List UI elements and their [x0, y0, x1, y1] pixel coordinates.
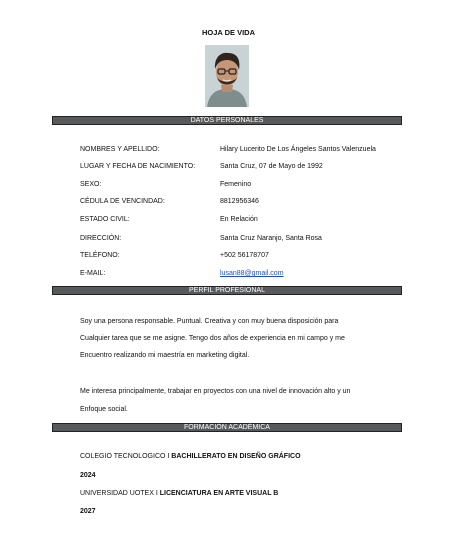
label-civil-status: ESTADO CIVIL: [80, 216, 130, 223]
value-address: Santa Cruz Naranjo, Santa Rosa [220, 235, 322, 242]
label-full-name: NOMBRES Y APELLIDO: [80, 146, 160, 153]
education-school: COLEGIO TECNOLOGICO I [80, 453, 172, 460]
section-header-profile: PERFIL PROFESIONAL [52, 286, 402, 295]
value-id: 8812956346 [220, 198, 259, 205]
value-birth: Santa Cruz, 07 de Mayo de 1992 [220, 163, 323, 170]
label-birth: LUGAR Y FECHA DE NACIMIENTO: [80, 163, 196, 170]
education-school: UNIVERSIDAD UOTEX I [80, 490, 160, 497]
label-sex: SEXO: [80, 181, 102, 188]
label-address: DIRECCIÓN: [80, 235, 122, 242]
value-full-name: Hilary Lucerito De Los Ángeles Santos Valenzuela [220, 146, 376, 153]
profile-line: Soy una persona responsable. Puntual. Creativa y con muy buena disposición para [80, 318, 339, 325]
person-portrait-icon [205, 45, 249, 107]
value-phone: +502 56178707 [220, 252, 269, 259]
education-entry-1 [80, 452, 301, 461]
education-degree: BACHILLERATO EN DISEÑO GRÁFICO [171, 453, 301, 460]
profile-photo [205, 45, 249, 107]
profile-line: Me interesa principalmente, trabajar en proyectos con una nivel de innovación alto y un [80, 388, 351, 395]
education-year: 2024 [80, 472, 96, 479]
document-title: HOJA DE VIDA [201, 28, 256, 37]
education-entry-2 [80, 489, 278, 498]
section-header-education: FORMACIÓN ACADÉMICA [52, 423, 402, 432]
label-email: E-MAIL: [80, 270, 106, 277]
value-civil-status: En Relación [220, 216, 258, 223]
label-id: CÉDULA DE VENCINDAD: [80, 198, 165, 205]
profile-line: Enfoque social. [80, 406, 128, 413]
email-link[interactable]: lusan88@gmail.com [220, 270, 284, 277]
profile-line: Encuentro realizando mi maestría en marketing digital. [80, 352, 250, 359]
education-degree: LICENCIATURA EN ARTE VISUAL B [159, 490, 279, 497]
value-sex: Femenino [220, 181, 252, 188]
education-year: 2027 [80, 508, 96, 515]
label-phone: TELÉFONO: [80, 252, 120, 259]
profile-line: Cualquier tarea que se me asigne. Tengo dos años de experiencia en mi campo y me [80, 335, 345, 342]
section-header-personal: DATOS PERSONALES [52, 116, 402, 125]
